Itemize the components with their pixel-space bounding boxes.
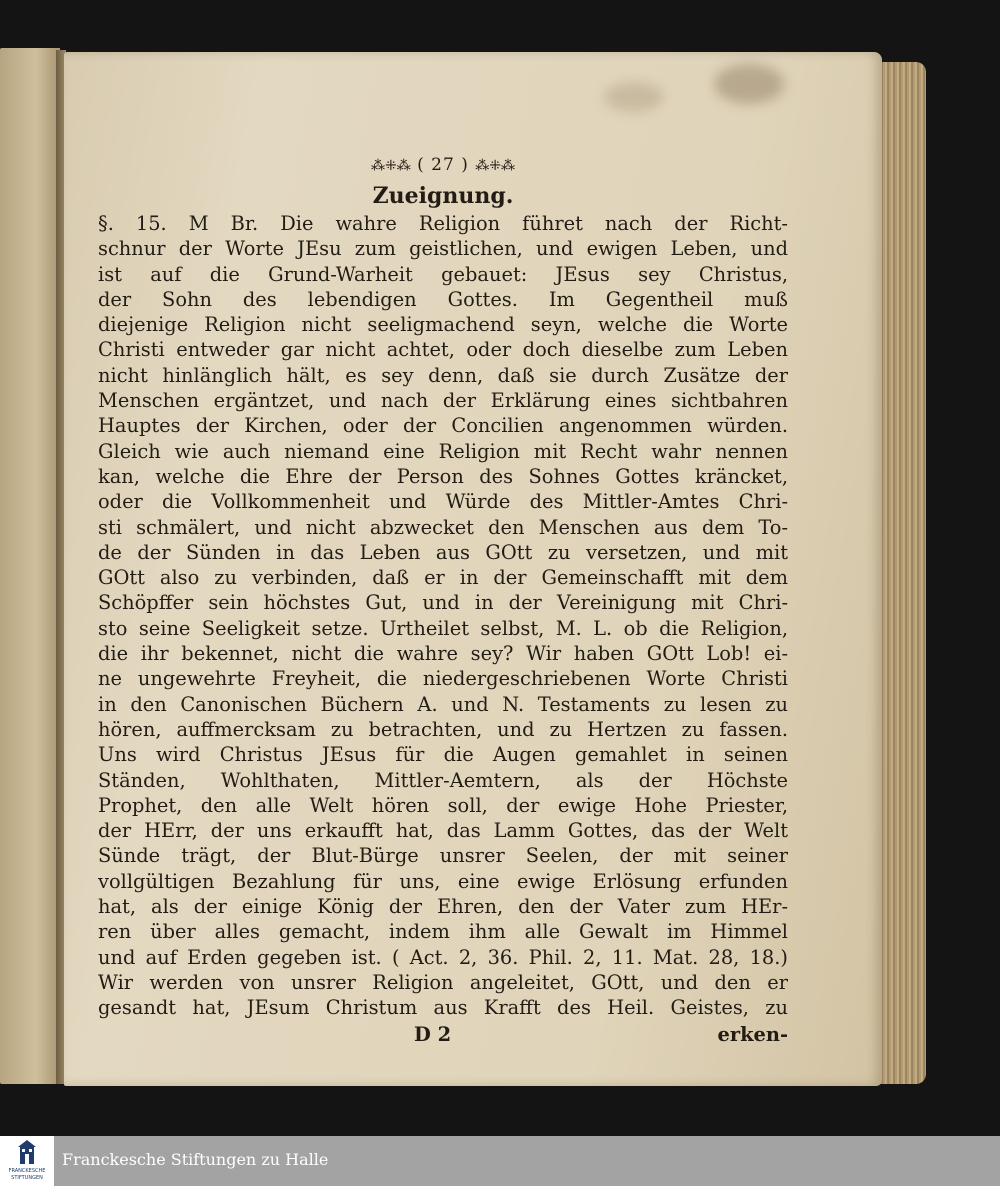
text-line: Prophet, den alle Welt hören soll, der ewige Hohe Priester,	[98, 793, 788, 817]
text-line: in den Canonischen Büchern A. und N. Testaments zu lesen zu	[98, 692, 788, 716]
text-line: ren über alles gemacht, indem ihm alle Gewalt im Himmel	[98, 920, 788, 944]
page-number: ( 27 )	[417, 155, 469, 175]
text-line: hat, als der einige König der Ehren, den der Vater zum HEr-	[98, 895, 788, 919]
text-line: der HErr, der uns erkaufft hat, das Lamm Gottes, das der Welt	[98, 819, 788, 843]
text-line: ist auf die Grund-Warheit gebauet: JEsus sey Christus,	[98, 262, 788, 286]
page-fore-edge	[878, 62, 926, 1084]
text-line: Schöpffer sein höchstes Gut, und in der Vereinigung mit Chri-	[98, 591, 788, 615]
text-line: Menschen ergäntzet, und nach der Erklärung eines sichtbahren	[98, 389, 788, 413]
text-line: Ständen, Wohlthaten, Mittler-Aemtern, als der Höchste	[98, 768, 788, 792]
header-ornament-left: ⁂⁜⁂	[371, 158, 411, 174]
text-line: nicht hinlänglich hält, es sey denn, daß sie durch Zusätze der	[98, 363, 788, 387]
text-line: Sünde trägt, der Blut-Bürge unsrer Seelen, der mit seiner	[98, 844, 788, 868]
text-line: Uns wird Christus JEsus für die Augen gemahlet in seinen	[98, 743, 788, 767]
text-line: hören, auffmercksam zu betrachten, und zu Hertzen zu fassen.	[98, 717, 788, 741]
previous-page-edge	[0, 48, 60, 1084]
institution-logo[interactable]	[0, 1136, 54, 1186]
text-line: de der Sünden in das Leben aus GOtt zu versetzen, und mit	[98, 540, 788, 564]
text-line: GOtt also zu verbinden, daß er in der Gemeinschafft mit dem	[98, 566, 788, 590]
text-line: vollgültigen Bezahlung für uns, eine ewige Erlösung erfunden	[98, 869, 788, 893]
body-text	[98, 211, 788, 1021]
institution-name: Franckesche Stiftungen zu Halle	[62, 1150, 329, 1169]
text-line: sti schmälert, und nicht abzwecket den Menschen aus dem To-	[98, 515, 788, 539]
logo-text-line1: FRANCKESCHE	[8, 1168, 46, 1174]
text-line: kan, welche die Ehre der Person des Sohnes Gottes kräncket,	[98, 464, 788, 488]
text-line: ne ungewehrte Freyheit, die niedergeschriebenen Worte Christi	[98, 667, 788, 691]
text-line: Wir werden von unsrer Religion angeleitet, GOtt, und den er	[98, 970, 788, 994]
text-line: Gleich wie auch niemand eine Religion mit Recht wahr nennen	[98, 439, 788, 463]
text-line: diejenige Religion nicht seeligmachend seyn, welche die Worte	[98, 313, 788, 337]
paper-stain	[714, 64, 784, 104]
section-title: Zueignung.	[372, 183, 514, 209]
catchword: erken-	[717, 1022, 788, 1046]
text-line: sto seine Seeligkeit setze. Urtheilet selbst, M. L. ob die Religion,	[98, 616, 788, 640]
signature-mark: D 2	[414, 1022, 452, 1046]
text-line: Hauptes der Kirchen, oder der Concilien angenommen würden.	[98, 414, 788, 438]
text-line: gesandt hat, JEsum Christum aus Krafft des Heil. Geistes, zu	[98, 996, 788, 1020]
text-line: schnur der Worte JEsu zum geistlichen, und ewigen Leben, und	[98, 237, 788, 261]
logo-text-line2: STIFTUNGEN	[11, 1175, 43, 1181]
page-footer	[98, 1021, 788, 1049]
text-line: §. 15. M Br. Die wahre Religion führet nach der Richt-	[98, 212, 788, 235]
text-line: Christi entweder gar nicht achtet, oder doch dieselbe zum Leben	[98, 338, 788, 362]
text-line: der Sohn des lebendigen Gottes. Im Gegentheil muß	[98, 287, 788, 311]
institution-footer-bar	[0, 1136, 1000, 1186]
text-line: die ihr bekennet, nicht die wahre sey? Wir haben GOtt Lob! ei-	[98, 642, 788, 666]
text-line: oder die Vollkommenheit und Würde des Mittler-Amtes Chri-	[98, 490, 788, 514]
running-header	[98, 155, 788, 179]
text-line: und auf Erden gegeben ist. ( Act. 2, 36. Phil. 2, 11. Mat. 28, 18.)	[98, 945, 788, 969]
page-text	[98, 100, 788, 1049]
header-ornament-right: ⁂⁜⁂	[475, 158, 515, 174]
